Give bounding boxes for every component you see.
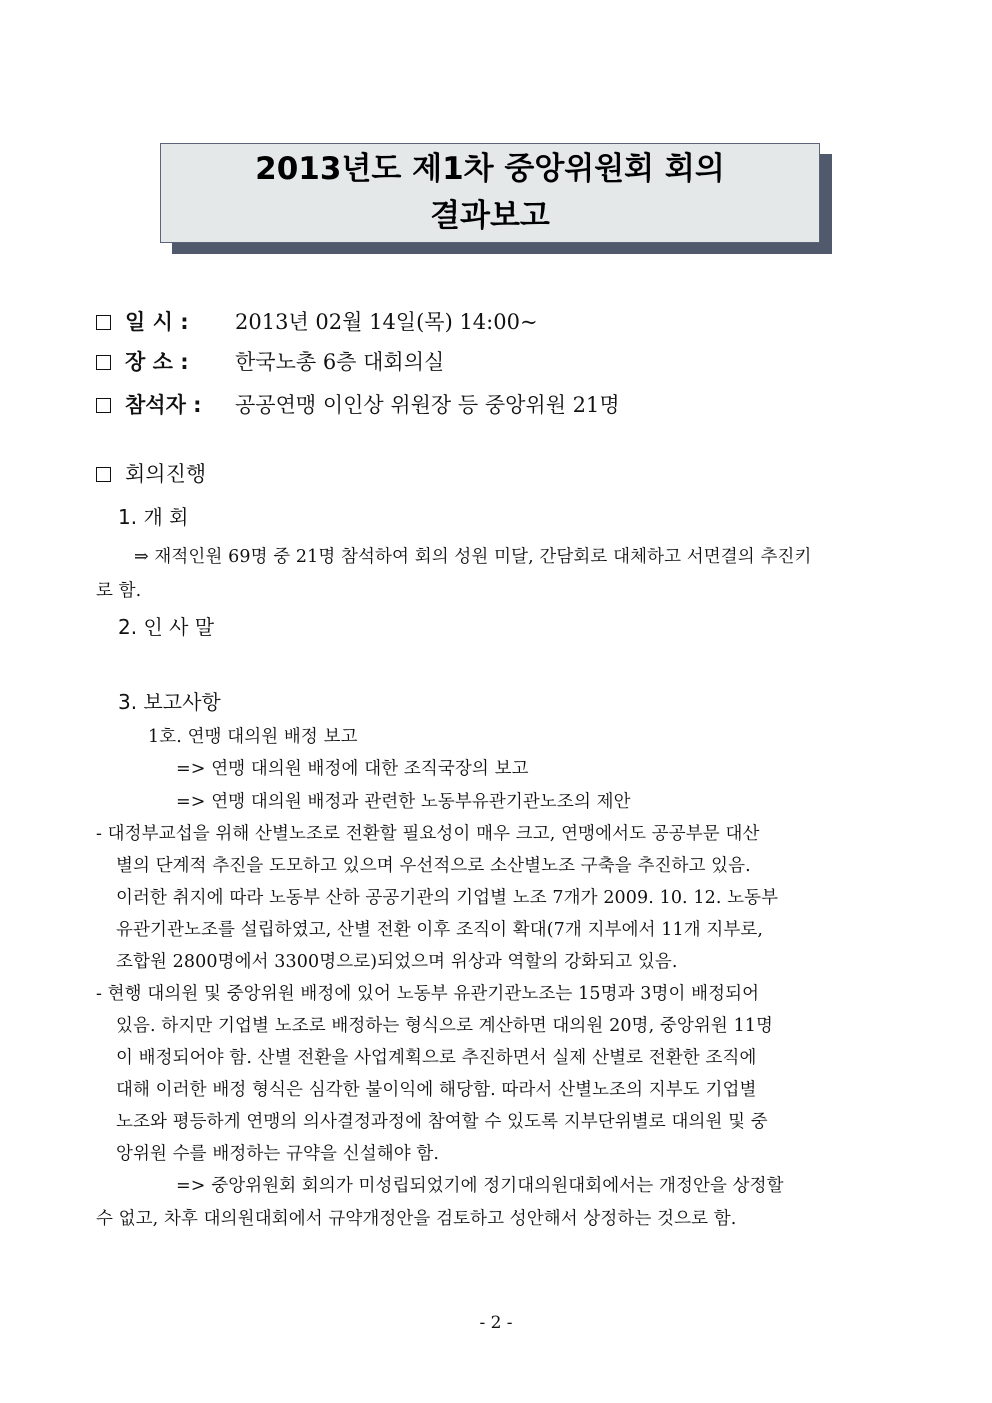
para1-line5: 조합원 2800명에서 3300명으로)되었으며 위상과 역할의 강화되고 있음. <box>116 952 678 972</box>
para2-line5: 노조와 평등하게 연맹의 의사결정과정에 참여할 수 있도록 지부단위별로 대의원 및 중 <box>116 1112 768 1132</box>
checkbox-icon <box>96 315 111 330</box>
info-attendees-value: 공공연맹 이인상 위원장 등 중앙위원 21명 <box>235 393 620 417</box>
para2-line6: 앙위원 수를 배정하는 규약을 신설해야 함. <box>116 1144 440 1164</box>
info-place-label: 장 소 : <box>125 350 189 374</box>
report1-point2: => 연맹 대의원 배정과 관련한 노동부유관기관노조의 제안 <box>176 792 631 812</box>
info-place-row <box>96 346 444 376</box>
para1-line2: 별의 단계적 추진을 도모하고 있으며 우선적으로 소산별노조 구축을 추진하고 있음. <box>116 856 751 876</box>
checkbox-icon <box>96 467 111 482</box>
report1-title: 1호. 연맹 대의원 배정 보고 <box>148 727 358 747</box>
para1-line3: 이러한 취지에 따라 노동부 산하 공공기관의 기업별 노조 7개가 2009. 10. 12. 노동부 <box>116 888 779 908</box>
checkbox-icon <box>96 398 111 413</box>
para2-line4: 대해 이러한 배정 형식은 심각한 불이익에 해당함. 따라서 산별노조의 지부도 기업별 <box>116 1080 757 1100</box>
para2-line2: 있음. 하지만 기업별 노조로 배정하는 형식으로 계산하면 대의원 20명, 중앙위원 11명 <box>116 1016 774 1036</box>
document-title-box <box>160 143 820 243</box>
item1-text-line1: ⇒ 재적인원 69명 중 21명 참석하여 회의 성원 미달, 간담회로 대체하고 서면결의 추진키 <box>134 547 812 567</box>
para1-line1: - 대정부교섭을 위해 산별노조로 전환할 필요성이 매우 크고, 연맹에서도 공공부문 대산 <box>96 824 760 844</box>
info-date-label: 일 시 : <box>125 310 189 334</box>
info-attendees-row <box>96 389 620 419</box>
report1-point1: => 연맹 대의원 배정에 대한 조직국장의 보고 <box>176 759 529 779</box>
checkbox-icon <box>96 355 111 370</box>
proceedings-heading: 회의진행 <box>125 462 207 486</box>
info-attendees-label: 참석자 : <box>125 393 202 417</box>
info-date-row <box>96 306 538 336</box>
document-title-line2: 결과보고 <box>430 198 550 234</box>
conclusion-line2: 수 없고, 차후 대의원대회에서 규약개정안을 검토하고 성안해서 상정하는 것으로 함. <box>96 1209 737 1229</box>
document-title-line1: 2013년도 제1차 중앙위원회 회의 <box>255 151 725 187</box>
item1-text-line2: 로 함. <box>96 581 142 601</box>
page-number: - 2 - <box>479 1313 513 1333</box>
para2-line1: - 현행 대의원 및 중앙위원 배정에 있어 노동부 유관기관노조는 15명과 3명이 배정되어 <box>96 984 760 1004</box>
para1-line4: 유관기관노조를 설립하였고, 산별 전환 이후 조직이 확대(7개 지부에서 11개 지부로, <box>116 920 764 940</box>
proceedings-heading-row <box>96 458 206 488</box>
item1-title: 1. 개 회 <box>118 505 189 529</box>
item3-title: 3. 보고사항 <box>118 690 221 714</box>
info-date-value: 2013년 02월 14일(목) 14:00~ <box>235 310 538 334</box>
info-place-value: 한국노총 6층 대회의실 <box>235 350 445 374</box>
item2-title: 2. 인 사 말 <box>118 615 215 639</box>
para2-line3: 이 배정되어야 함. 산별 전환을 사업계획으로 추진하면서 실제 산별로 전환한 조직에 <box>116 1048 757 1068</box>
conclusion-line1: => 중앙위원회 회의가 미성립되었기에 정기대의원대회에서는 개정안을 상정할 <box>176 1176 784 1196</box>
